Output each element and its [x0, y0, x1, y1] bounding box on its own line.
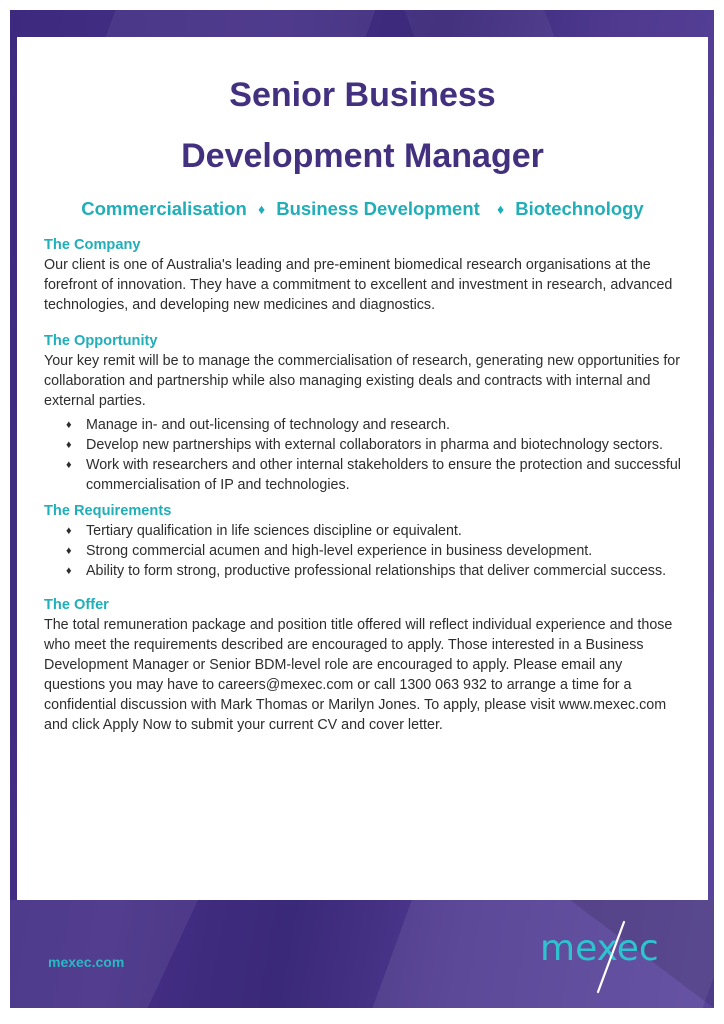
list-item	[66, 435, 681, 455]
list-item-text: Tertiary qualification in life sciences discipline or equivalent.	[86, 523, 462, 539]
diamond-separator-icon: ♦	[496, 201, 505, 217]
section-heading: The Company	[44, 237, 141, 253]
diamond-separator-icon: ♦	[257, 201, 266, 217]
list-item	[66, 541, 681, 561]
diamond-bullet-icon: ♦	[66, 459, 72, 471]
list-item	[66, 455, 681, 495]
logo-slash-icon	[540, 918, 690, 998]
diamond-bullet-icon: ♦	[66, 419, 72, 431]
job-ad-panel	[17, 37, 708, 900]
bullet-list	[44, 415, 681, 495]
mexec-logo	[540, 918, 690, 998]
list-item-text: Develop new partnerships with external collaborators in pharma and biotechnology sectors.	[86, 437, 663, 453]
list-item-text: Work with researchers and other internal stakeholders to ensure the protection and successful commercialisation of IP and technologies.	[86, 457, 681, 493]
section-offer	[44, 595, 681, 735]
section-heading: The Offer	[44, 597, 109, 613]
section-body: Our client is one of Australia's leading and pre-eminent biomedical research organisations at the forefront of innovation. They have a commitment to excellent and investment in research, advanced technologies, and developing new medicines and diagnostics.	[44, 257, 673, 313]
section-body: The total remuneration package and position title offered will reflect individual experience and those who meet the requirements described are encouraged to apply. Those interested in a Business Development Manager or Senior BDM-level role are encouraged to apply. Please email any questions you may have to careers@mexec.com or call 1300 063 932 to arrange a time for a confidential discussion with Mark Thomas or Marilyn Jones. To apply, please visit www.mexec.com and click Apply Now to submit your current CV and cover letter.	[44, 617, 673, 733]
section-company	[44, 235, 681, 315]
bullet-list	[44, 521, 681, 581]
tagline-item: Biotechnology	[515, 198, 644, 219]
tagline-item: Commercialisation	[81, 198, 247, 219]
list-item-text: Manage in- and out-licensing of technology and research.	[86, 417, 451, 433]
diamond-bullet-icon: ♦	[66, 439, 72, 451]
logo-wordmark: mexec	[540, 928, 659, 969]
job-description	[44, 235, 681, 735]
title-line-2: Development Manager	[181, 137, 544, 175]
title-line-1: Senior Business	[229, 76, 496, 114]
diamond-bullet-icon: ♦	[66, 525, 72, 537]
list-item	[66, 521, 681, 541]
website-link[interactable]: mexec.com	[48, 954, 125, 970]
list-item	[66, 561, 681, 581]
section-opportunity	[44, 331, 681, 495]
list-item-text: Ability to form strong, productive professional relationships that deliver commercial success.	[86, 563, 667, 579]
tagline-item: Business Development	[276, 198, 480, 219]
diamond-bullet-icon: ♦	[66, 565, 72, 577]
diamond-bullet-icon: ♦	[66, 545, 72, 557]
section-heading: The Opportunity	[44, 333, 158, 349]
list-item-text: Strong commercial acumen and high-level experience in business development.	[86, 543, 593, 559]
section-heading: The Requirements	[44, 503, 172, 519]
tagline	[17, 198, 708, 220]
list-item	[66, 415, 681, 435]
section-body: Your key remit will be to manage the commercialisation of research, generating new opportunities for collaboration and partnership while also managing existing deals and contracts with internal and external parties.	[44, 353, 681, 409]
page-title	[17, 65, 708, 187]
decorative-facet	[105, 10, 376, 40]
decorative-facet	[405, 10, 556, 40]
section-requirements	[44, 501, 681, 581]
